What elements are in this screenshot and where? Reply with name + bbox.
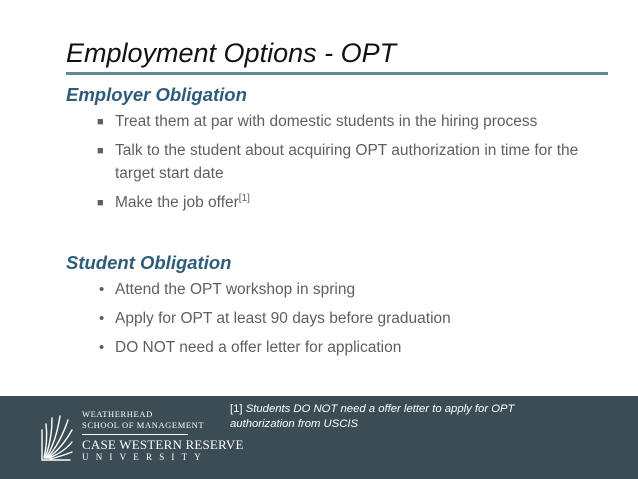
logo-school-of-management: SCHOOL OF MANAGEMENT — [82, 420, 205, 430]
employer-item-3: Make the job offer — [115, 194, 239, 211]
title-underline — [66, 72, 608, 75]
list-item — [97, 278, 602, 301]
employer-obligation-list — [97, 110, 602, 220]
dot-bullet-icon: • — [99, 281, 105, 298]
dot-bullet-icon: • — [99, 339, 105, 356]
logo-weatherhead: WEATHERHEAD — [82, 409, 153, 419]
footnote — [230, 402, 570, 432]
logo-case-western-reserve: CASE WESTERN RESERVE — [82, 437, 244, 452]
footnote-text: Students DO NOT need a offer letter to apply for OPT authorization from USCIS — [230, 403, 515, 430]
employer-item-1: Treat them at par with domestic students in the hiring process — [115, 113, 538, 130]
square-bullet-icon: ■ — [97, 145, 104, 157]
square-bullet-icon: ■ — [97, 116, 104, 128]
sunburst-logo-icon — [38, 410, 74, 462]
footnote-reference: [1] — [238, 192, 250, 204]
dot-bullet-icon: • — [99, 310, 105, 327]
employer-obligation-heading: Employer Obligation — [66, 84, 247, 105]
logo-divider — [82, 434, 188, 435]
square-bullet-icon: ■ — [97, 197, 104, 209]
student-item-3: DO NOT need a offer letter for application — [115, 339, 402, 356]
student-obligation-heading: Student Obligation — [66, 252, 232, 273]
student-item-1: Attend the OPT workshop in spring — [115, 281, 356, 298]
list-item — [97, 307, 602, 330]
employer-item-2: Talk to the student about acquiring OPT authorization in time for the target start date — [115, 142, 579, 182]
list-item — [97, 336, 602, 359]
list-item — [97, 110, 602, 133]
logo-university: UNIVERSITY — [82, 452, 208, 462]
student-item-2: Apply for OPT at least 90 days before graduation — [115, 310, 451, 327]
list-item — [97, 191, 602, 214]
list-item — [97, 139, 602, 185]
slide-title: Employment Options - OPT — [66, 38, 397, 68]
footnote-marker: [1] — [230, 403, 243, 415]
student-obligation-list — [97, 278, 602, 365]
